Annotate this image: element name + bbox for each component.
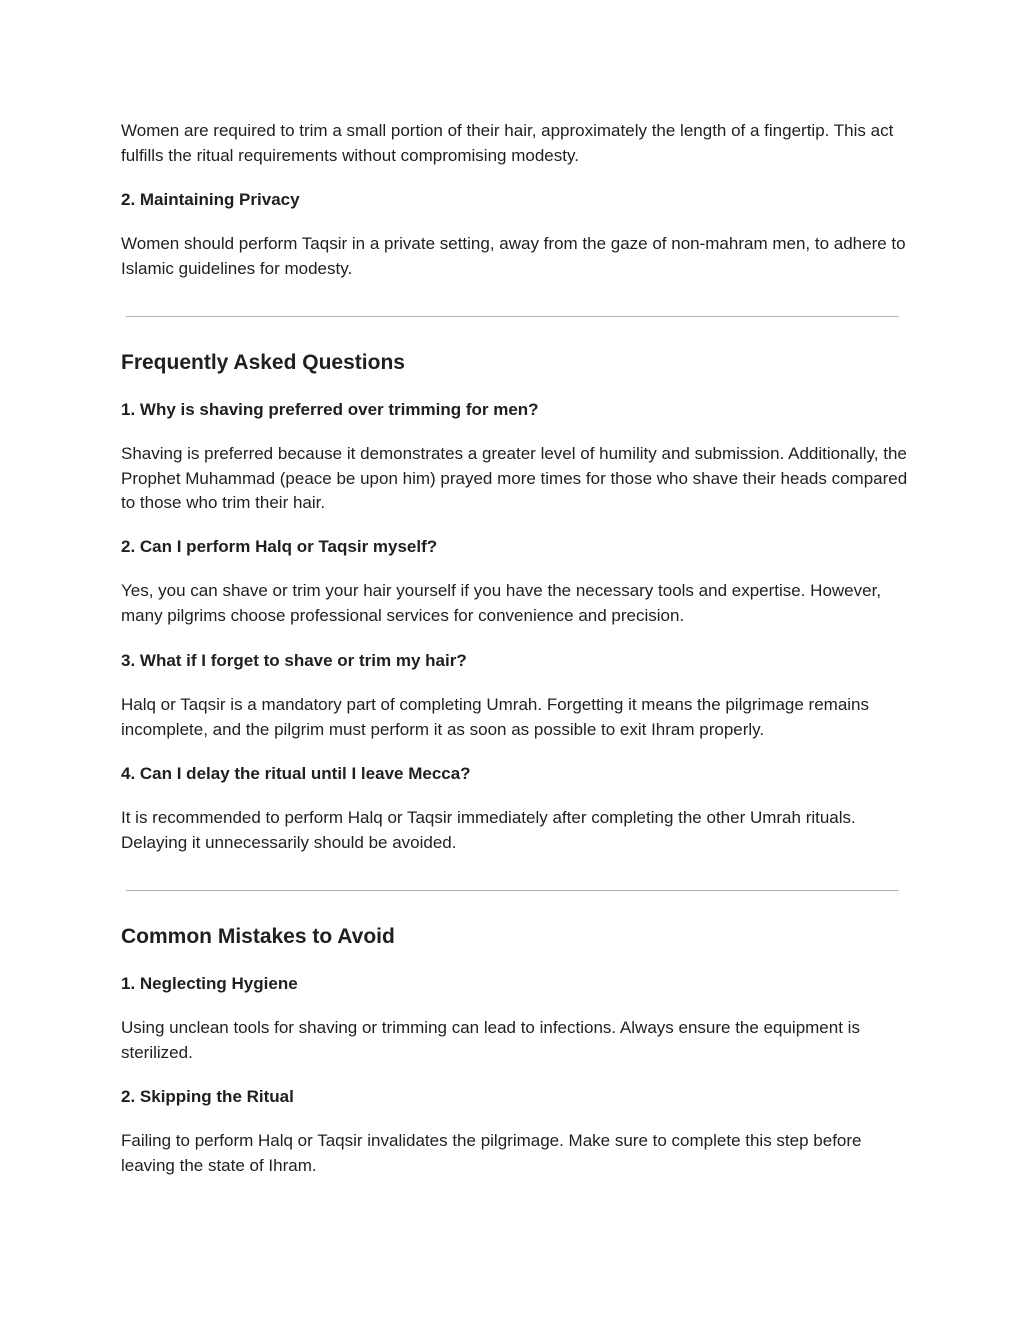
faq-question-2: 2. Can I perform Halq or Taqsir myself? [121,537,438,556]
faq-answer-2: Yes, you can shave or trim your hair yourself if you have the necessary tools and expertise. However, many pilgrims choose professional services for convenience and precision. [121,581,882,625]
section-divider [126,890,899,891]
mistake-2-title: 2. Skipping the Ritual [121,1087,294,1106]
maintaining-privacy-subheading: 2. Maintaining Privacy [121,190,300,209]
faq-answer-4: It is recommended to perform Halq or Taqsir immediately after completing the other Umrah rituals. Delaying it unnecessarily should be avoided. [121,808,856,852]
common-mistakes-heading: Common Mistakes to Avoid [121,925,395,948]
faq-question-3: 3. What if I forget to shave or trim my hair? [121,651,467,670]
mistake-1-title: 1. Neglecting Hygiene [121,974,298,993]
mistake-2-paragraph: Failing to perform Halq or Taqsir invalidates the pilgrimage. Make sure to complete this step before leaving the state of Ihram. [121,1131,862,1175]
faq-answer-1: Shaving is preferred because it demonstrates a greater level of humility and submission. Additionally, the Prophet Muhammad (peace be upon him) prayed more times for those who shave their heads compared to those who trim their hair. [121,444,908,512]
mistake-1-paragraph: Using unclean tools for shaving or trimming can lead to infections. Always ensure the equipment is sterilized. [121,1018,860,1062]
faq-question-4: 4. Can I delay the ritual until I leave Mecca? [121,764,471,783]
privacy-paragraph: Women should perform Taqsir in a private setting, away from the gaze of non-mahram men, to adhere to Islamic guidelines for modesty. [121,234,906,278]
faq-heading: Frequently Asked Questions [121,351,405,374]
faq-question-1: 1. Why is shaving preferred over trimming for men? [121,400,539,419]
women-trim-paragraph: Women are required to trim a small portion of their hair, approximately the length of a fingertip. This act fulfills the ritual requirements without compromising modesty. [121,121,894,165]
faq-answer-3: Halq or Taqsir is a mandatory part of completing Umrah. Forgetting it means the pilgrimage remains incomplete, and the pilgrim must perform it as soon as possible to exit Ihram properly. [121,695,870,739]
section-divider [126,316,899,317]
